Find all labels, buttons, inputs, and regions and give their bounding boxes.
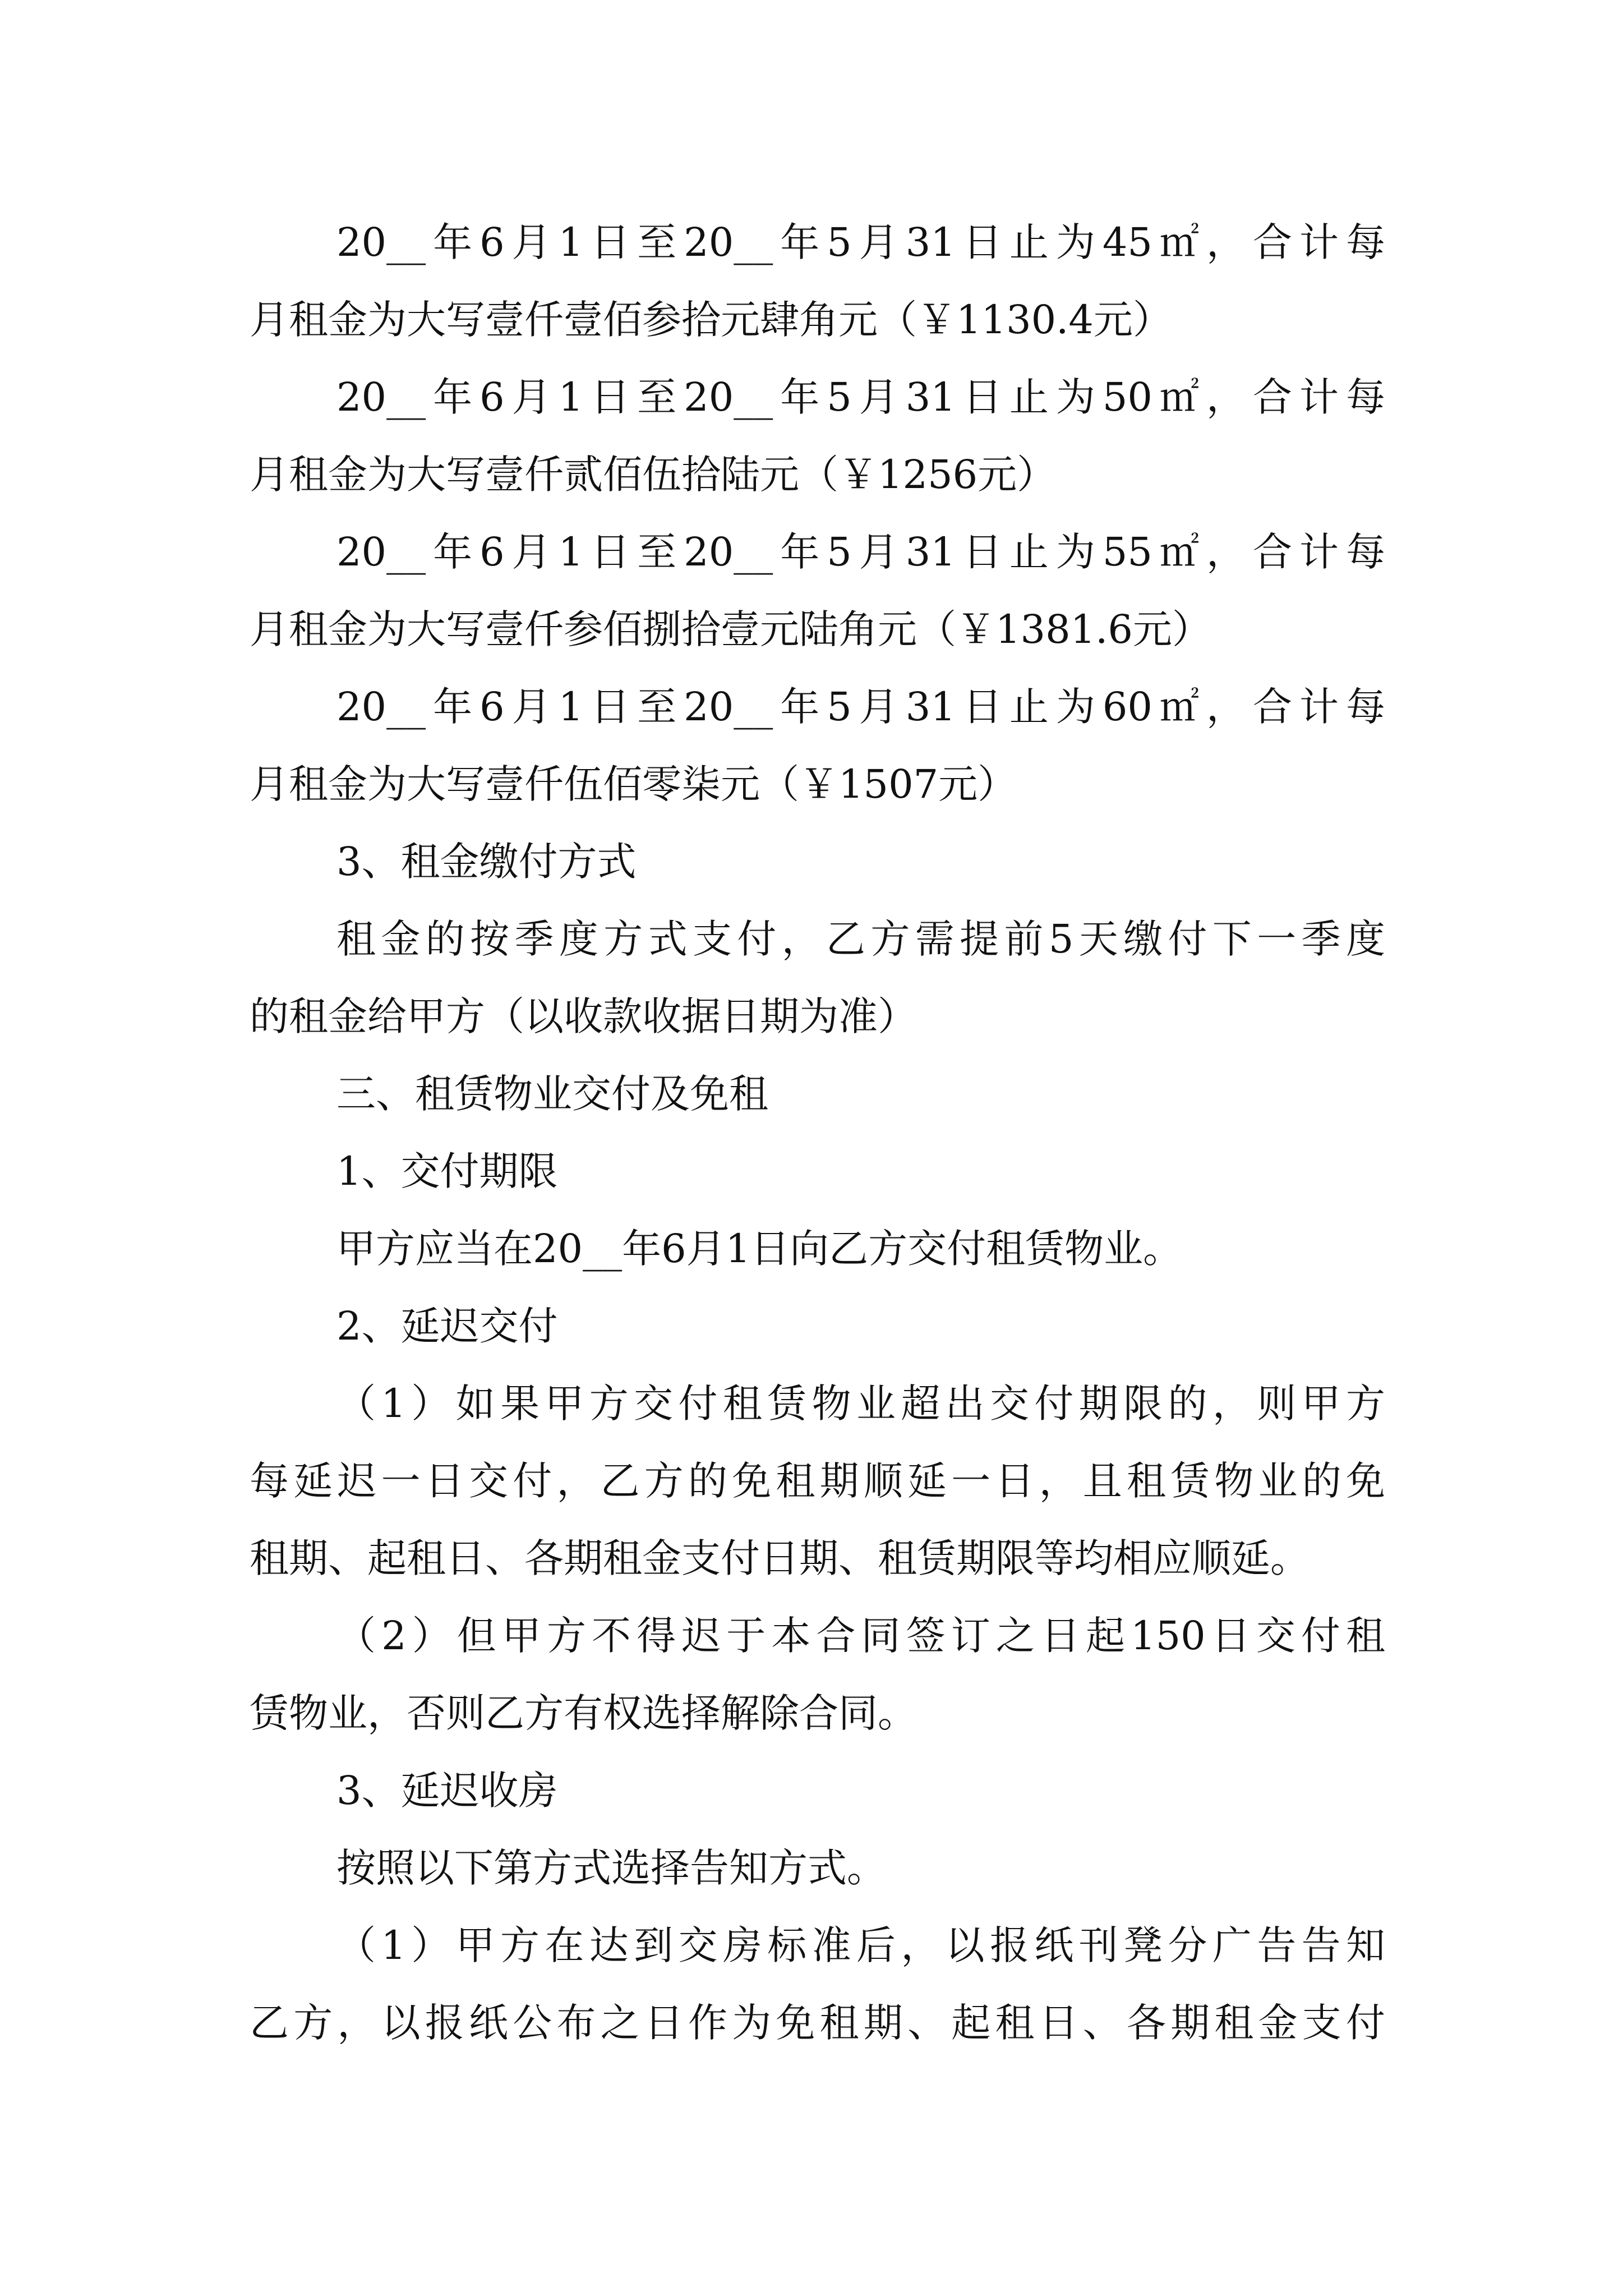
delay-clause-2-line-1: （2）但甲方不得迟于本合同签订之日起150日交付租 [336,1613,1385,1659]
delay-clause-1-line-1: （1）如果甲方交付租赁物业超出交付期限的，则甲方 [336,1381,1385,1427]
section-heading-delivery: 三、租赁物业交付及免租 [336,1071,768,1117]
rent-line-60-start: 20__年6月1日至20__年5月31日止为60㎡，合计每 [336,684,1385,730]
rent-line-55-start: 20__年6月1日至20__年5月31日止为55㎡，合计每 [336,529,1385,575]
subheading-delivery-deadline: 1、交付期限 [336,1148,558,1194]
payment-paragraph-line-1: 租金的按季度方式支付，乙方需提前5天缴付下一季度 [336,916,1385,962]
payment-paragraph-line-2: 的租金给甲方（以收款收据日期为准） [250,993,917,1039]
delivery-deadline-paragraph: 甲方应当在20__年6月1日向乙方交付租赁物业。 [336,1226,1183,1272]
subheading-delayed-delivery: 2、延迟交付 [336,1303,558,1349]
rent-line-45-end: 月租金为大写壹仟壹佰参拾元肆角元（￥1130.4元） [250,297,1172,343]
notice-clause-1-line-2: 乙方，以报纸公布之日作为免租期、起租日、各期租金支付 [250,2000,1385,2046]
subheading-delayed-acceptance: 3、延迟收房 [336,1768,558,1814]
rent-line-55-end: 月租金为大写壹仟参佰捌拾壹元陆角元（￥1381.6元） [250,606,1211,652]
rent-line-45-start: 20__年6月1日至20__年5月31日止为45㎡，合计每 [336,219,1385,265]
delay-clause-1-line-2: 每延迟一日交付，乙方的免租期顺延一日，且租赁物业的免 [250,1458,1385,1504]
section-heading-payment-method: 3、租金缴付方式 [336,839,637,885]
notice-method-paragraph: 按照以下第方式选择告知方式。 [336,1845,886,1891]
notice-clause-1-line-1: （1）甲方在达到交房标准后，以报纸刊凳分广告告知 [336,1922,1385,1968]
rent-line-50-start: 20__年6月1日至20__年5月31日止为50㎡，合计每 [336,374,1385,420]
rent-line-60-end: 月租金为大写壹仟伍佰零柒元（￥1507元） [250,761,1017,807]
delay-clause-1-line-3: 租期、起租日、各期租金支付日期、租赁期限等均相应顺延。 [250,1535,1310,1581]
rent-line-50-end: 月租金为大写壹仟贰佰伍拾陆元（￥1256元） [250,452,1057,498]
delay-clause-2-line-2: 赁物业，否则乙方有权选择解除合同。 [250,1690,917,1736]
